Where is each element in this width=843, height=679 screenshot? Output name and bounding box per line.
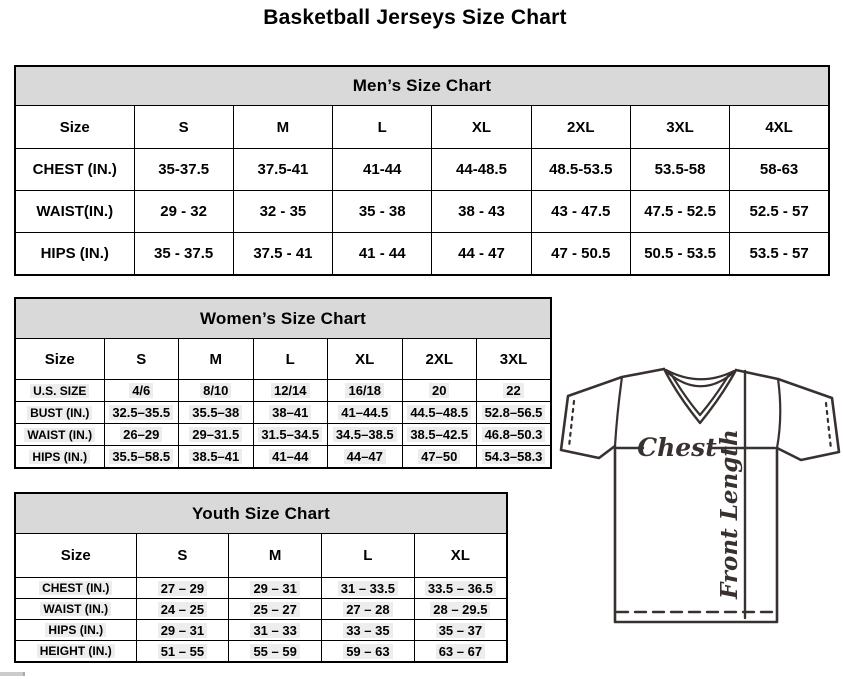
col-header: S [104, 339, 179, 380]
size-value: 12/14 [253, 380, 328, 402]
col-header: 4XL [730, 106, 829, 149]
sleeve-seam-right [777, 379, 780, 448]
table-row [15, 641, 507, 663]
row-label: CHEST (IN.) [15, 149, 134, 191]
size-value: 35 - 37.5 [134, 233, 233, 276]
jersey-outline [561, 369, 839, 622]
size-value: 38.5–41 [179, 446, 254, 469]
col-header: Size [15, 106, 134, 149]
row-label: HIPS (IN.) [15, 446, 104, 469]
size-value: 28 – 29.5 [414, 599, 507, 620]
size-value: 27 – 29 [136, 578, 229, 599]
size-value: 32 - 35 [233, 191, 332, 233]
size-value: 31 – 33 [229, 620, 322, 641]
cuff-dash-left [569, 401, 574, 447]
size-value: 38.5–42.5 [402, 424, 477, 446]
col-header: M [229, 534, 322, 578]
size-value: 4/6 [104, 380, 179, 402]
table-row [15, 578, 507, 599]
size-value: 24 – 25 [136, 599, 229, 620]
size-value: 44 - 47 [432, 233, 531, 276]
page-title: Basketball Jerseys Size Chart [263, 6, 567, 29]
size-value: 59 – 63 [322, 641, 415, 663]
mens-size-table [14, 65, 830, 276]
jersey-measurement-diagram [558, 358, 842, 630]
table-row [15, 106, 829, 149]
size-value: 35.5–58.5 [104, 446, 179, 469]
size-value: 33 – 35 [322, 620, 415, 641]
size-value: 47–50 [402, 446, 477, 469]
size-value: 53.5 - 57 [730, 233, 829, 276]
size-value: 41–44 [253, 446, 328, 469]
size-value: 35 – 37 [414, 620, 507, 641]
col-header: L [322, 534, 415, 578]
size-value: 20 [402, 380, 477, 402]
size-value: 51 – 55 [136, 641, 229, 663]
scrollbar-thumb[interactable] [0, 672, 25, 676]
size-value: 33.5 – 36.5 [414, 578, 507, 599]
table-row [15, 380, 551, 402]
size-value: 34.5–38.5 [328, 424, 403, 446]
size-value: 29 - 32 [134, 191, 233, 233]
col-header: XL [414, 534, 507, 578]
size-value: 50.5 - 53.5 [630, 233, 729, 276]
table-row [15, 191, 829, 233]
col-header: XL [328, 339, 403, 380]
size-value: 55 – 59 [229, 641, 322, 663]
col-header: 2XL [402, 339, 477, 380]
row-label: WAIST (IN.) [15, 424, 104, 446]
size-value: 43 - 47.5 [531, 191, 630, 233]
size-value: 26–29 [104, 424, 179, 446]
col-header: S [136, 534, 229, 578]
size-value: 31.5–34.5 [253, 424, 328, 446]
table-row [15, 534, 507, 578]
front-length-label: Front Length [716, 429, 743, 599]
size-value: 29 – 31 [229, 578, 322, 599]
mens-table-title: Men’s Size Chart [15, 66, 829, 106]
size-value: 63 – 67 [414, 641, 507, 663]
size-value: 44.5–48.5 [402, 402, 477, 424]
col-header: L [253, 339, 328, 380]
row-label: HEIGHT (IN.) [15, 641, 136, 663]
table-row [15, 66, 829, 106]
size-value: 52.8–56.5 [477, 402, 552, 424]
col-header: XL [432, 106, 531, 149]
row-label: HIPS (IN.) [15, 233, 134, 276]
size-value: 29 – 31 [136, 620, 229, 641]
size-value: 35.5–38 [179, 402, 254, 424]
size-value: 32.5–35.5 [104, 402, 179, 424]
womens-size-table [14, 297, 552, 469]
size-value: 22 [477, 380, 552, 402]
col-header: 2XL [531, 106, 630, 149]
col-header: M [179, 339, 254, 380]
col-header: 3XL [630, 106, 729, 149]
size-value: 38–41 [253, 402, 328, 424]
size-value: 38 - 43 [432, 191, 531, 233]
youth-table-title: Youth Size Chart [15, 493, 507, 534]
size-value: 31 – 33.5 [322, 578, 415, 599]
col-header: S [134, 106, 233, 149]
col-header: M [233, 106, 332, 149]
col-header: Size [15, 339, 104, 380]
womens-table-title: Women’s Size Chart [15, 298, 551, 339]
table-row [15, 446, 551, 469]
row-label: HIPS (IN.) [15, 620, 136, 641]
table-row [15, 493, 507, 534]
size-value: 58-63 [730, 149, 829, 191]
size-value: 47 - 50.5 [531, 233, 630, 276]
table-row [15, 599, 507, 620]
table-row [15, 424, 551, 446]
row-label: U.S. SIZE [15, 380, 104, 402]
row-label: WAIST(IN.) [15, 191, 134, 233]
row-label: WAIST (IN.) [15, 599, 136, 620]
sleeve-seam-left [615, 377, 622, 446]
size-value: 47.5 - 52.5 [630, 191, 729, 233]
table-row [15, 298, 551, 339]
table-row [15, 339, 551, 380]
size-value: 41–44.5 [328, 402, 403, 424]
cuff-dash-right [826, 403, 831, 449]
size-value: 35 - 38 [333, 191, 432, 233]
table-row [15, 620, 507, 641]
size-value: 54.3–58.3 [477, 446, 552, 469]
size-value: 41-44 [333, 149, 432, 191]
size-value: 27 – 28 [322, 599, 415, 620]
table-row [15, 402, 551, 424]
size-value: 44–47 [328, 446, 403, 469]
table-row [15, 233, 829, 276]
size-value: 37.5 - 41 [233, 233, 332, 276]
chest-label: Chest [637, 433, 717, 462]
size-value: 16/18 [328, 380, 403, 402]
size-value: 25 – 27 [229, 599, 322, 620]
col-header: 3XL [477, 339, 552, 380]
row-label: CHEST (IN.) [15, 578, 136, 599]
size-value: 44-48.5 [432, 149, 531, 191]
size-value: 37.5-41 [233, 149, 332, 191]
size-value: 46.8–50.3 [477, 424, 552, 446]
size-value: 41 - 44 [333, 233, 432, 276]
table-row [15, 149, 829, 191]
size-value: 48.5-53.5 [531, 149, 630, 191]
row-label: BUST (IN.) [15, 402, 104, 424]
col-header: L [333, 106, 432, 149]
youth-size-table [14, 492, 508, 663]
size-value: 35-37.5 [134, 149, 233, 191]
size-value: 52.5 - 57 [730, 191, 829, 233]
col-header: Size [15, 534, 136, 578]
size-value: 29–31.5 [179, 424, 254, 446]
size-value: 8/10 [179, 380, 254, 402]
size-value: 53.5-58 [630, 149, 729, 191]
